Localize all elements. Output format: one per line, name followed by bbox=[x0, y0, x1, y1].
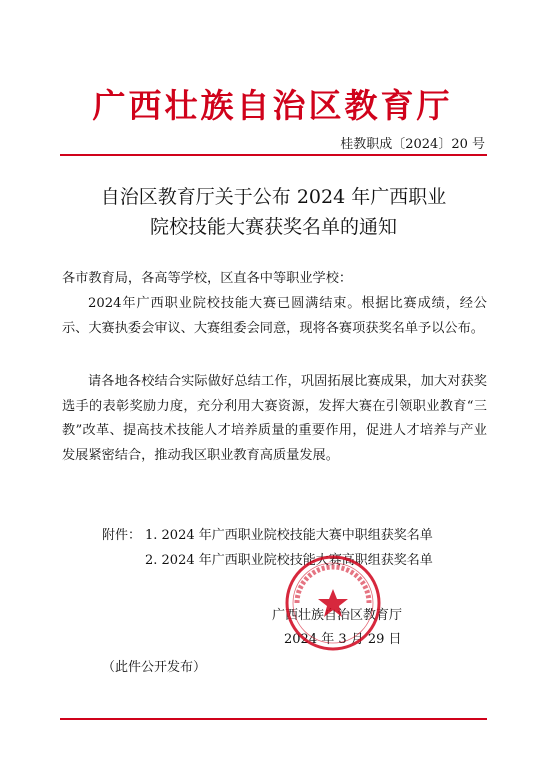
body-paragraph-1: 2024年广西职业院校技能大赛已圆满结束。根据比赛成绩，经公示、大赛执委会审议、大赛组委会同意，现将各赛项获奖名单予以公布。 bbox=[62, 296, 487, 336]
publication-note: （此件公开发布） bbox=[102, 660, 207, 675]
signature-date: 2024 年 3 月 29 日 bbox=[284, 632, 402, 647]
document-number: 桂教职成〔2024〕20 号 bbox=[340, 137, 485, 152]
official-seal-icon bbox=[283, 553, 383, 653]
document-title-line-1: 自治区教育厅关于公布 2024 年广西职业 bbox=[100, 186, 447, 208]
issuing-org-masthead: 广西壮族自治区教育厅 bbox=[92, 86, 453, 125]
salutation: 各市教育局，各高等学校，区直各中等职业学校： bbox=[62, 271, 353, 286]
document-title-line-2: 院校技能大赛获奖名单的通知 bbox=[149, 216, 397, 238]
attachment-item-2[interactable]: 2. 2024 年广西职业院校技能大赛高职组获奖名单 bbox=[145, 553, 433, 568]
header-red-divider bbox=[60, 154, 487, 156]
attachments-label: 附件： bbox=[102, 528, 142, 543]
footer-red-divider bbox=[60, 718, 487, 720]
body-paragraph-2: 请各地各校结合实际做好总结工作，巩固拓展比赛成果，加大对获奖选手的表彰奖励力度，充分利用大赛资源，发挥大赛在引领职业教育“三教”改革、提高技术技能人才培养质量的重要作用，促进人才培养与产业发展紧密结合，推动我区职业教育高质量发展。 bbox=[62, 374, 487, 463]
signature-org: 广西壮族自治区教育厅 bbox=[272, 608, 403, 623]
attachment-item-1[interactable]: 1. 2024 年广西职业院校技能大赛中职组获奖名单 bbox=[145, 528, 433, 543]
